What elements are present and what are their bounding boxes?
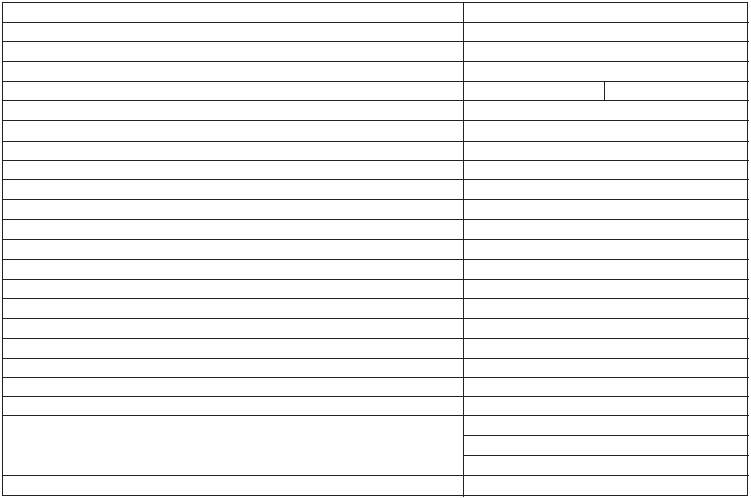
row-value [463, 22, 749, 41]
table-rule [3, 279, 749, 280]
row-unit [333, 22, 463, 41]
table-rule [3, 415, 749, 416]
row-value [463, 41, 749, 61]
table-rule [3, 377, 749, 378]
table-rule [3, 219, 749, 220]
table-rule [463, 435, 749, 436]
table-rule [3, 358, 749, 359]
table-rule [3, 318, 749, 319]
table-rule [3, 338, 749, 339]
row-unit [333, 41, 463, 61]
row-label-zh [9, 61, 127, 81]
table-rule [3, 298, 749, 299]
row-label-en [129, 100, 379, 120]
row-label-zh [9, 22, 127, 41]
table-rule [3, 179, 749, 180]
row-unit [333, 81, 463, 100]
specification-table [2, 2, 748, 496]
table-rule [3, 141, 749, 142]
row-value-c3 [604, 81, 749, 100]
row-label-zh [9, 41, 127, 61]
row-unit [333, 61, 463, 81]
table-rule [3, 396, 749, 397]
table-rule [3, 259, 749, 260]
table-rule [463, 455, 749, 456]
row-unit [333, 3, 463, 22]
row-value [463, 3, 749, 22]
row-label-zh [9, 3, 127, 22]
row-value [463, 61, 749, 81]
table-rule [3, 475, 749, 476]
table-rule [3, 160, 749, 161]
row-label-zh [9, 100, 127, 120]
table-rule [3, 120, 749, 121]
row-label-zh [9, 81, 127, 100]
table-rule [3, 239, 749, 240]
table-rule [3, 199, 749, 200]
row-value-c2 [463, 81, 604, 100]
